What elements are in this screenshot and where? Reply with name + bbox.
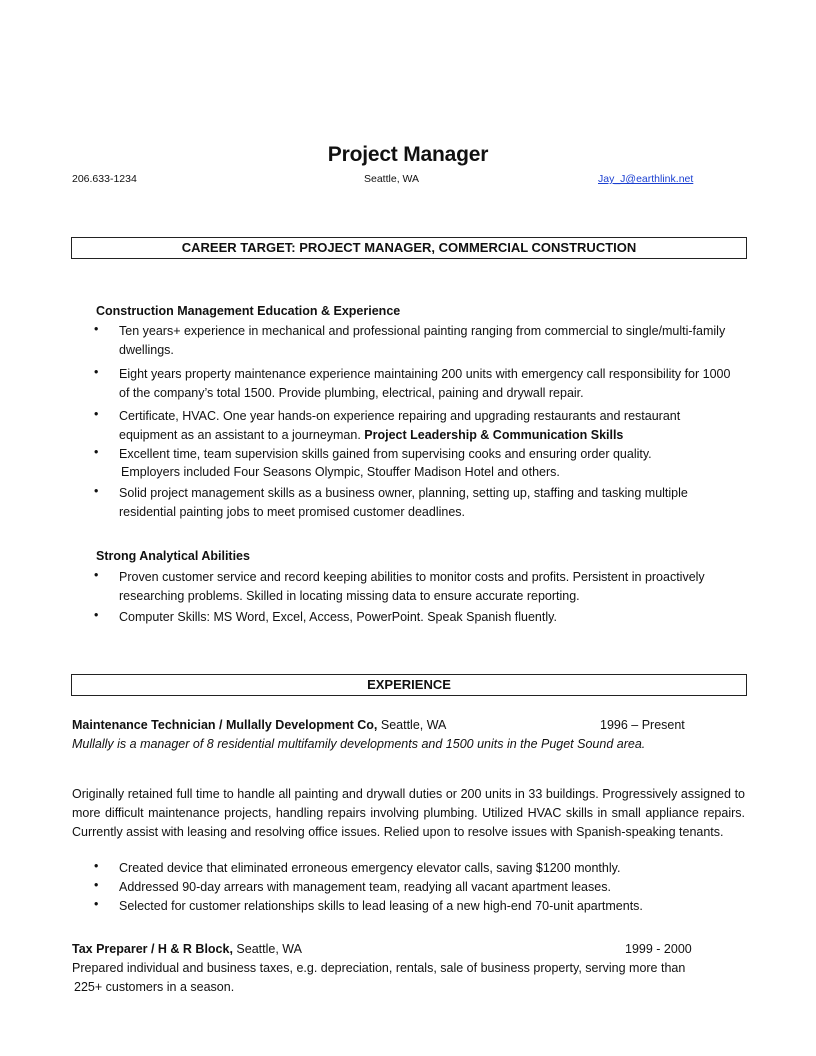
page-title: Project Manager [327,143,489,166]
bullet-text: Ten years+ experience in mechanical and professional painting ranging from commercial to single/multi-family dwellings. [119,324,726,357]
section-heading-analytical: Strong Analytical Abilities [96,549,250,563]
job-title: Maintenance Technician / Mullally Development Co, [72,718,378,732]
bullet-text [119,407,739,445]
bullet-marker: • [94,322,99,336]
contact-city: Seattle, WA [364,173,420,185]
bullet-text-part: Certificate, HVAC. One year hands-on experience repairing and upgrading restaurants and restaurant equipment as an assistant to a journeyman. [119,409,681,442]
bullet-marker: • [94,407,99,421]
job-title-line [72,718,446,732]
bullet-text: Created device that eliminated erroneous emergency elevator calls, saving $1200 monthly. [119,861,621,875]
bullet-marker: • [94,568,99,582]
bullet-text: Computer Skills: MS Word, Excel, Access, PowerPoint. Speak Spanish fluently. [119,610,557,624]
job-title: Tax Preparer / H & R Block, [72,942,233,956]
contact-email-link[interactable]: Jay_J@earthlink.net [598,173,694,185]
bullet-marker: • [94,608,99,622]
job-location: Seattle, WA [377,718,447,732]
job-paragraph: Originally retained full time to handle all painting and drywall duties or 200 units in 33 buildings. Progressively assigned to more difficult maintenance projects, handling repairs involving plumbing. Utilized HVAC skills in small appliance repairs. Currently assist with leasing and resolving office issues. Relied upon to resolve issues with Spanish-speaking tenants. [72,787,745,839]
section-heading-construction: Construction Management Education & Experience [96,304,401,318]
job-location: Seattle, WA [232,942,302,956]
bullet-text: Excellent time, team supervision skills gained from supervising cooks and ensuring order quality. [119,447,652,461]
bullet-text: Solid project management skills as a business owner, planning, setting up, staffing and tasking multiple residential painting jobs to meet promised customer deadlines. [119,486,688,519]
bullet-text: Proven customer service and record keeping abilities to monitor costs and profits. Persistent in proactively researching problems. Skilled in locating missing data to ensure accurate reporting. [119,570,705,603]
job-title-line [72,942,302,956]
bullet-text: Selected for customer relationships skills to lead leasing of a new high-end 70-unit apartments. [119,899,643,913]
career-target-heading: CAREER TARGET: PROJECT MANAGER, COMMERCIAL CONSTRUCTION [71,237,747,259]
bullet-marker: • [94,445,99,459]
bullet-text: Eight years property maintenance experience maintaining 200 units with emergency call responsibility for 1000 of the company’s total 1500. Provide plumbing, electrical, paining and drywall repair. [119,367,731,400]
bullet-marker: • [94,859,99,873]
bullet-text: Addressed 90-day arrears with management team, readying all vacant apartment leases. [119,880,611,894]
job-description: Prepared individual and business taxes, e.g. depreciation, rentals, sale of business property, serving more than [72,961,686,975]
job-dates: 1999 - 2000 [625,942,692,956]
contact-phone: 206.633-1234 [72,173,137,185]
bullet-marker: • [94,484,99,498]
inline-heading-leadership: Project Leadership & Communication Skills [364,428,624,442]
bullet-marker: • [94,365,99,379]
job-dates: 1996 – Present [600,718,685,732]
job-description: 225+ customers in a season. [74,980,235,994]
bullet-marker: • [94,878,99,892]
job-description: Mullally is a manager of 8 residential multifamily developments and 1500 units in the Puget Sound area. [72,737,646,751]
employers-line: Employers included Four Seasons Olympic, Stouffer Madison Hotel and others. [121,465,560,479]
experience-heading: EXPERIENCE [71,674,747,696]
bullet-marker: • [94,897,99,911]
